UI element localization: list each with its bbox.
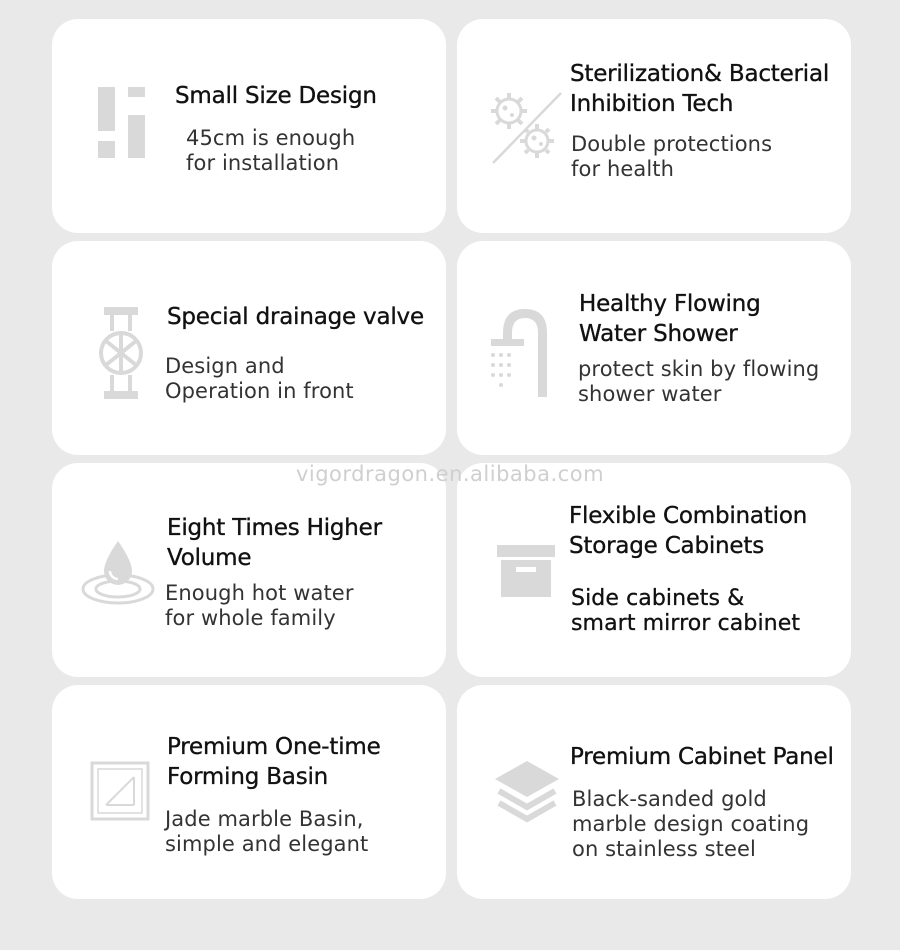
feature-title: Special drainage valve (167, 304, 424, 330)
feature-card-basin (52, 685, 446, 899)
feature-title: Small Size Design (175, 83, 377, 109)
feature-description: Enough hot water for whole family (165, 581, 354, 630)
feature-description: Side cabinets & smart mirror cabinet (571, 586, 801, 636)
feature-title: Flexible Combination Storage Cabinets (569, 503, 808, 559)
feature-description: Jade marble Basin, simple and elegant (165, 807, 369, 856)
watermark-text: vigordragon.en.alibaba.com (295, 462, 605, 486)
water-drop-icon (80, 537, 156, 609)
basin-icon (90, 761, 150, 821)
feature-title: Premium Cabinet Panel (570, 744, 834, 770)
drainage-valve-icon (96, 305, 148, 401)
size-design-icon (98, 87, 148, 159)
feature-title: Premium One-time Forming Basin (167, 734, 381, 790)
feature-card-storage-cabinets (457, 463, 851, 677)
feature-card-sterilization (457, 19, 851, 233)
feature-description: Black-sanded gold marble design coating on stainless steel (572, 787, 810, 861)
feature-description: Double protections for health (571, 132, 773, 181)
feature-card-volume (52, 463, 446, 677)
feature-card-shower (457, 241, 851, 455)
feature-title: Healthy Flowing Water Shower (579, 291, 761, 347)
feature-card-drainage-valve (52, 241, 446, 455)
feature-title: Eight Times Higher Volume (167, 515, 382, 571)
layers-icon (493, 759, 561, 825)
shower-icon (483, 305, 555, 405)
feature-description: protect skin by flowing shower water (578, 357, 820, 406)
feature-card-small-size (52, 19, 446, 233)
feature-title: Sterilization& Bacterial Inhibition Tech (570, 61, 830, 117)
sterilization-icon (487, 87, 567, 167)
feature-description: Design and Operation in front (165, 354, 354, 403)
feature-card-cabinet-panel (457, 685, 851, 899)
cabinet-box-icon (497, 543, 557, 599)
feature-description: 45cm is enough for installation (186, 126, 356, 175)
